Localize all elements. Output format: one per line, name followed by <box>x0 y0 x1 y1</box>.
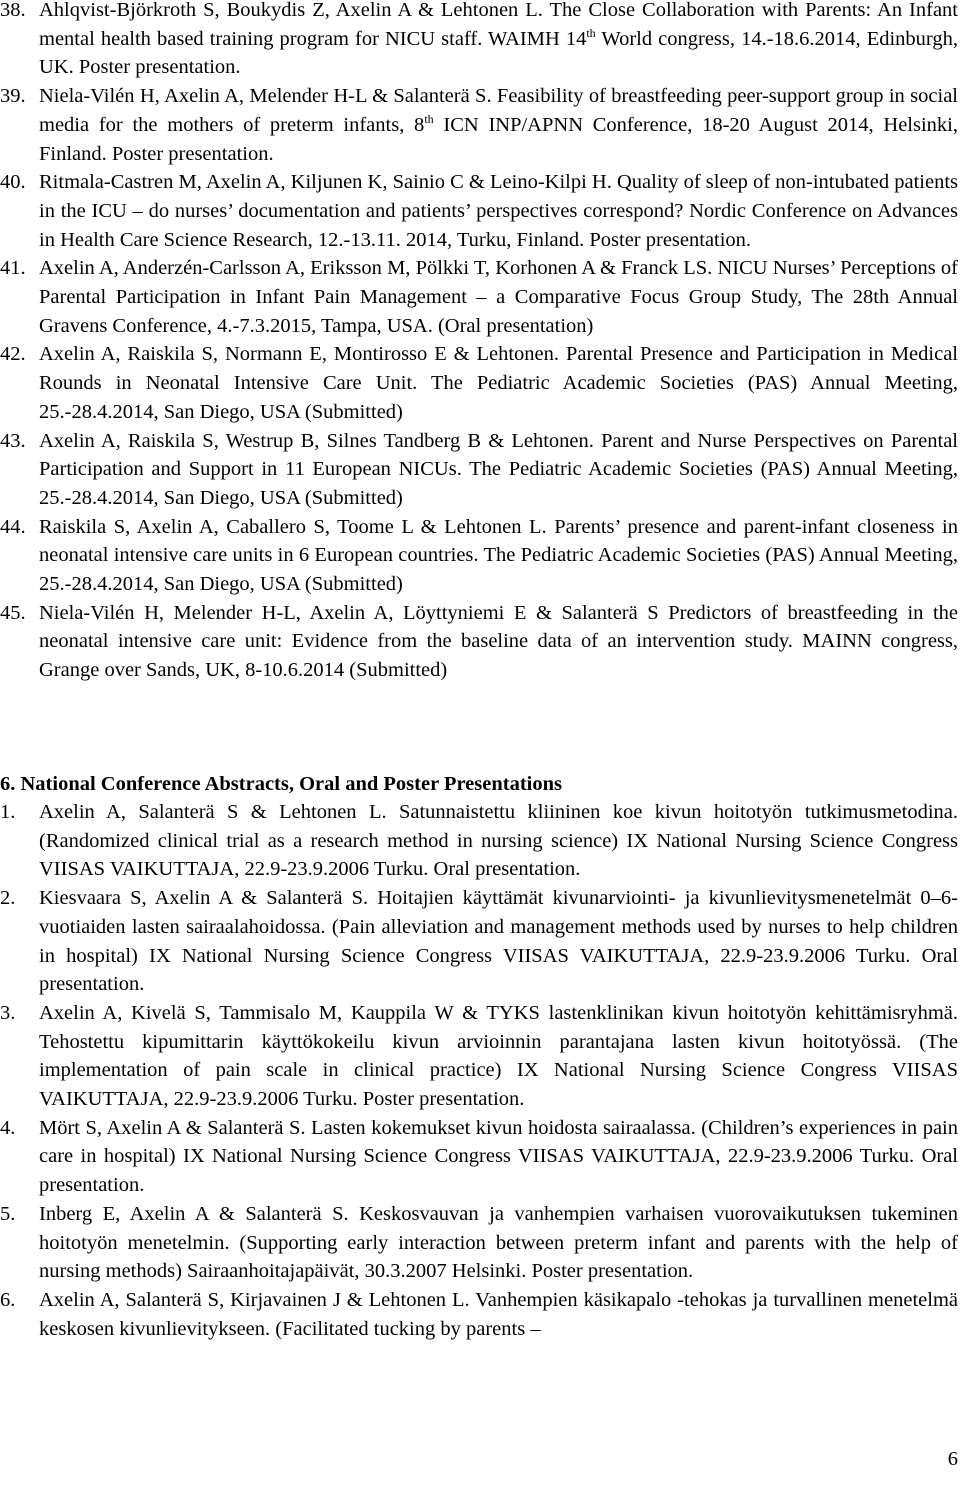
reference-number: 40. <box>0 171 26 194</box>
reference-item <box>0 798 958 884</box>
reference-item <box>0 513 958 599</box>
text-run: Niela-Vilén H, Melender H-L, Axelin A, Löyttyniemi E & Salanterä S Predictors of breastfeeding in the neonatal intensive care unit: Evidence from the baseline data of an intervention study. MAINN congress, Grange over Sands, UK, 8-10.6.2014 (Submitted) <box>39 601 958 682</box>
reference-number: 6. <box>0 1288 16 1311</box>
reference-number: 45. <box>0 601 26 624</box>
reference-item <box>0 1200 958 1286</box>
reference-text <box>39 798 958 884</box>
reference-item <box>0 884 958 999</box>
text-run: Axelin A, Raiskila S, Normann E, Montirosso E & Lehtonen. Parental Presence and Participation in Medical Rounds in Neonatal Intensive Care Unit. The Pediatric Academic Societies (PAS) Annual Meeting, 25.-28.4.2014, San Diego, USA (Submitted) <box>39 343 958 423</box>
reference-text <box>39 1200 958 1286</box>
reference-number: 4. <box>0 1116 16 1139</box>
text-run: Ritmala-Castren M, Axelin A, Kiljunen K, Sainio C & Leino-Kilpi H. Quality of sleep of non-intubated patients in the ICU – do nurses’ documentation and patients’ perspectives correspond? Nordic Conference on Advances in Health Care Science Research, 12.-13.11. 2014, Turku, Finland. Poster presentation. <box>39 171 958 251</box>
reference-item <box>0 1286 958 1343</box>
reference-text <box>39 254 958 340</box>
reference-item <box>0 168 958 254</box>
text-run: ICN INP/APNN Conference, 18-20 August 2014, Helsinki, Finland. Poster presentation. <box>39 113 958 165</box>
text-run: Axelin A, Anderzén-Carlsson A, Eriksson M, Pölkki T, Korhonen A & Franck LS. NICU Nurses’ Perceptions of Parental Participation in Infant Pain Management – a Comparative Focus Group Study, The 28th Annual Gravens Conference, 4.-7.3.2015, Tampa, USA. (Oral presentation) <box>39 257 958 337</box>
reference-number: 5. <box>0 1202 16 1225</box>
reference-item <box>0 340 958 426</box>
reference-text <box>39 599 958 685</box>
reference-text <box>39 999 958 1114</box>
text-run: Kiesvaara S, Axelin A & Salanterä S. Hoitajien käyttämät kivunarviointi- ja kivunlievitysmenetelmät 0–6-vuotiaiden lasten sairaalahoidossa. (Pain alleviation and management methods used by nurses to help children in hospital) IX National Nursing Science Congress VIISAS VAIKUTTAJA, 22.9-23.9.2006 Turku. Oral presentation. <box>39 887 958 996</box>
reference-item <box>0 1114 958 1200</box>
text-run: Axelin A, Salanterä S, Kirjavainen J & Lehtonen L. Vanhempien käsikapalo -tehokas ja turvallinen menetelmä keskosen kivunlievitykseen. (Facilitated tucking by parents – <box>39 1288 958 1340</box>
reference-item <box>0 254 958 340</box>
superscript: th <box>424 111 434 126</box>
reference-text <box>39 884 958 999</box>
reference-item <box>0 0 958 82</box>
text-run: Inberg E, Axelin A & Salanterä S. Keskosvauvan ja vanhempien varhaisen vuorovaikutuksen tukeminen hoitotyön menetelmin. (Supporting early interaction between preterm infant and parents with the help of nursing methods) Sairaanhoitajapäivät, 30.3.2007 Helsinki. Poster presentation. <box>39 1202 958 1283</box>
reference-number: 3. <box>0 1001 16 1024</box>
reference-text <box>39 0 958 82</box>
superscript: th <box>586 25 596 40</box>
reference-text <box>39 1286 958 1343</box>
text-run: Axelin A, Raiskila S, Westrup B, Silnes Tandberg B & Lehtonen. Parent and Nurse Perspectives on Parental Participation and Support in 11 European NICUs. The Pediatric Academic Societies (PAS) Annual Meeting, 25.-28.4.2014, San Diego, USA (Submitted) <box>39 429 958 509</box>
reference-number: 42. <box>0 343 26 366</box>
reference-number: 1. <box>0 801 16 823</box>
section-heading: 6. National Conference Abstracts, Oral and Poster Presentations <box>0 773 562 795</box>
text-run: World congress, 14.-18.6.2014, Edinburgh, UK. Poster presentation. <box>39 27 959 79</box>
text-run: Niela-Vilén H, Axelin A, Melender H-L & Salanterä S. Feasibility of breastfeeding peer-support group in social media for the mothers of preterm infants, 8 <box>39 85 958 136</box>
text-run: Ahlqvist-Björkroth S, Boukydis Z, Axelin A & Lehtonen L. The Close Collaboration with Parents: An Infant mental health based training program for NICU staff. WAIMH 14 <box>39 0 958 50</box>
reference-item <box>0 427 958 513</box>
reference-number: 39. <box>0 85 26 108</box>
text-run: Axelin A, Salanterä S & Lehtonen L. Satunnaistettu kliininen koe kivun hoitotyön tutkimusmetodina. (Randomized clinical trial as a research method in nursing science) IX National Nursing Science Congress VIISAS VAIKUTTAJA, 22.9-23.9.2006 Turku. Oral presentation. <box>39 801 958 881</box>
national-presentations-list <box>0 798 958 1343</box>
reference-text <box>39 82 958 168</box>
text-run: Raiskila S, Axelin A, Caballero S, Toome L & Lehtonen L. Parents’ presence and parent-infant closeness in neonatal intensive care units in 6 European countries. The Pediatric Academic Societies (PAS) Annual Meeting, 25.-28.4.2014, San Diego, USA (Submitted) <box>39 515 958 596</box>
reference-text <box>39 427 958 513</box>
reference-number: 41. <box>0 257 26 280</box>
reference-number: 38. <box>0 0 26 21</box>
text-run: Axelin A, Kivelä S, Tammisalo M, Kauppila W & TYKS lastenklinikan kivun hoitotyön kehittämisryhmä. Tehostettu kipumittarin käyttökokeilu kivun arvioinnin parantajana lasten kivun hoitotyössä. (The implementation of pain scale in clinical practice) IX National Nursing Science Congress VIISAS VAIKUTTAJA, 22.9-23.9.2006 Turku. Poster presentation. <box>39 1001 958 1111</box>
text-run: Mört S, Axelin A & Salanterä S. Lasten kokemukset kivun hoidosta sairaalassa. (Children’s experiences in pain care in hospital) IX National Nursing Science Congress VIISAS VAIKUTTAJA, 22.9-23.9.2006 Turku. Oral presentation. <box>39 1116 958 1197</box>
reference-text <box>39 340 958 426</box>
reference-text <box>39 168 958 254</box>
reference-item <box>0 599 958 685</box>
reference-text <box>39 1114 958 1200</box>
reference-text <box>39 513 958 599</box>
reference-number: 2. <box>0 887 16 910</box>
reference-item <box>0 999 958 1114</box>
international-presentations-list <box>0 0 958 685</box>
reference-item <box>0 82 958 168</box>
reference-number: 43. <box>0 429 26 452</box>
reference-number: 44. <box>0 515 26 538</box>
page-number: 6 <box>947 1448 958 1470</box>
